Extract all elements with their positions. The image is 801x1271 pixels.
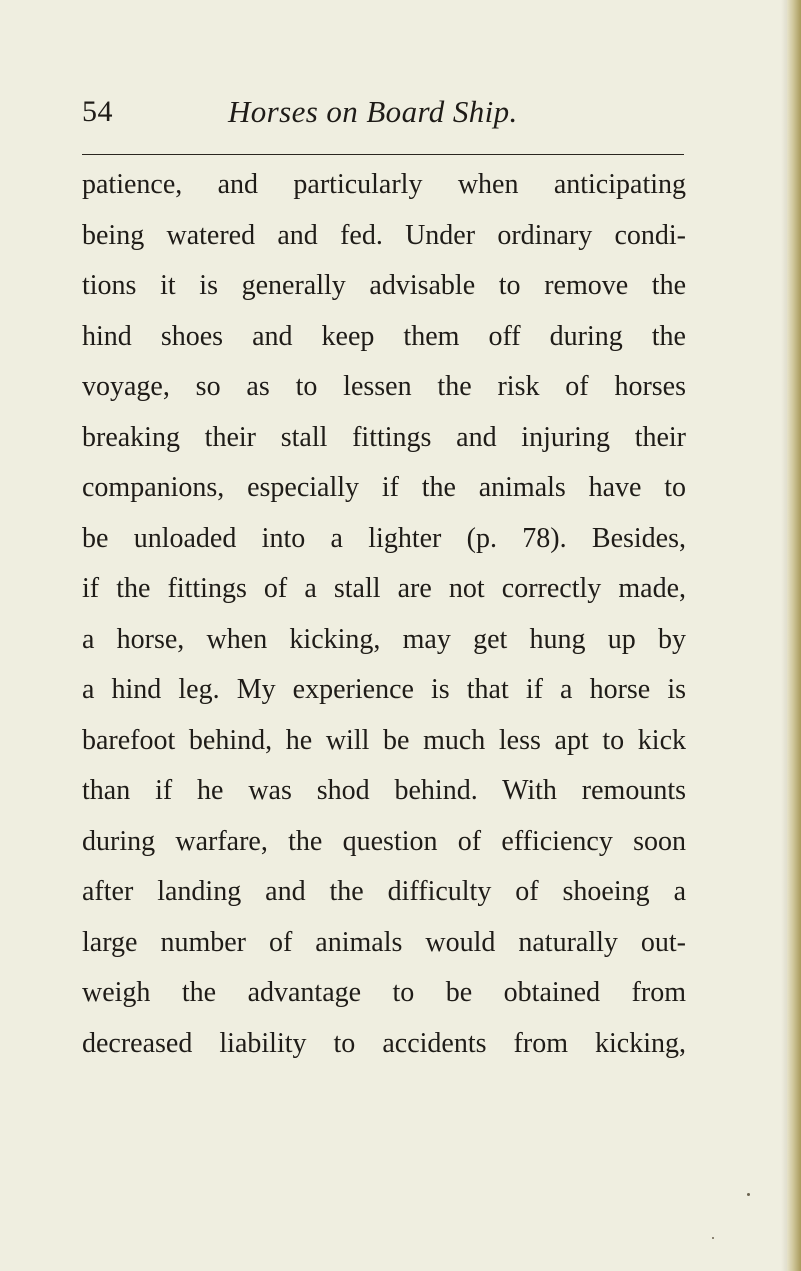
text-line: weigh the advantage to be obtained from [82,977,686,1008]
running-title: Horses on Board Ship. [228,94,518,129]
text-line: a hind leg. My experience is that if a horse is [82,674,686,705]
text-line: a horse, when kicking, may get hung up by [82,623,686,655]
text-line: barefoot behind, he will be much less apt to kick [82,724,686,756]
text-line: during warfare, the question of efficiency soon [82,825,686,857]
text-line: than if he was shod behind. With remounts [82,775,686,806]
paper-speck [747,1193,750,1196]
text-line: if the fittings of a stall are not correctly made, [82,573,686,604]
text-line: being watered and fed. Under ordinary condi- [82,219,686,251]
body-text [82,160,686,1069]
text-line: large number of animals would naturally out- [82,926,686,958]
text-line: be unloaded into a lighter (p. 78). Besides, [82,522,686,554]
text-line: patience, and particularly when anticipating [82,169,686,200]
running-head [82,88,682,136]
text-line: breaking their stall fittings and injuring their [82,421,686,453]
text-line: decreased liability to accidents from kicking, [82,1027,686,1059]
text-line: after landing and the difficulty of shoeing a [82,876,686,907]
header-rule [82,154,684,155]
text-line: voyage, so as to lessen the risk of horses [82,371,686,402]
text-line: tions it is generally advisable to remove the [82,270,686,301]
paper-speck [712,1237,714,1239]
text-line: hind shoes and keep them off during the [82,320,686,352]
page-edge [787,0,801,1271]
page-number: 54 [82,95,113,128]
text-line: companions, especially if the animals have to [82,472,686,503]
